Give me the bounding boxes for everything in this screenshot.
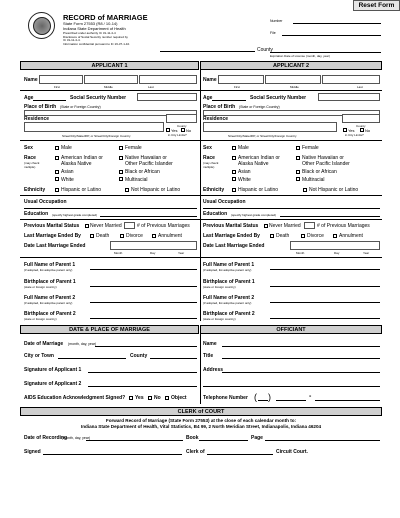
a1-occupation-input[interactable] [24, 208, 197, 209]
a2-prev-count-input[interactable] [304, 222, 315, 229]
a2-never-married-checkbox[interactable] [264, 224, 268, 228]
rule [20, 219, 382, 220]
a2-city-yes-checkbox[interactable] [343, 128, 347, 132]
a2-sex-label: Sex [203, 145, 212, 151]
a1-ethnicity-label: Ethnicity [24, 187, 46, 193]
phone-open-paren: ( [254, 392, 257, 402]
clerk-forward-line2: Indiana State Department of Health, Vital Statistics, B4 99, 2 North Meridian Street, Indianapolis, Indiana 46204 [80, 424, 322, 429]
a1-hispanic-checkbox[interactable] [55, 188, 59, 192]
phone-dash: - [309, 393, 312, 400]
a2-race-black-checkbox[interactable] [296, 170, 300, 174]
marriage-county-label: County [130, 353, 148, 359]
a2-education-hint: (specify highest grade completed) [231, 212, 277, 217]
a1-city-caption: in City Limits? [168, 133, 187, 137]
a2-race-label: Race [203, 155, 215, 161]
a1-parent1-birth-hint: (state or foreign country) [24, 285, 57, 289]
a1-year-caption: Year [178, 251, 185, 255]
a2-day-caption: Day [334, 251, 340, 255]
signature1-input[interactable] [88, 372, 197, 373]
a2-middle-caption: Middle [290, 85, 299, 89]
a2-birthplace-label: Place of Birth [203, 104, 236, 110]
clerk-of-input[interactable] [207, 454, 273, 455]
a1-prev-count-label: # of Previous Marriages [137, 223, 190, 229]
officiant-name-input[interactable] [222, 346, 380, 347]
county-header-label: County [257, 47, 273, 53]
confidential-note: Information confidential pursuant to IC 16-37-1-10. [63, 41, 131, 46]
officiant-address-label: Address [203, 367, 224, 373]
a1-female-checkbox[interactable] [119, 146, 123, 150]
a1-last-caption: Last [148, 85, 154, 89]
a2-race-nhpi-checkbox[interactable] [296, 156, 300, 160]
form-title: RECORD of MARRIAGE [63, 13, 148, 22]
a1-hispanic-label: Hispanic or Latino [61, 187, 102, 193]
a2-race-multi-label: Multiracial [302, 176, 325, 183]
a1-city-no-checkbox[interactable] [181, 128, 185, 132]
a1-birthplace-label: Place of Birth [24, 104, 57, 110]
a1-never-married-label: Never Married [90, 223, 122, 229]
a2-last-name-input[interactable] [322, 75, 380, 84]
a2-race-aian-label: American Indian or [238, 155, 280, 161]
signature2-input[interactable] [88, 386, 197, 387]
signed-label: Signed [24, 449, 41, 455]
a2-occupation-input[interactable] [203, 208, 380, 209]
a1-parent2-birth-hint: (state or foreign country) [24, 317, 57, 321]
a2-death-checkbox[interactable] [270, 234, 274, 238]
a2-parent1-name-input[interactable] [270, 269, 380, 270]
aids-label: AIDS Education Acknowledgment Signed? [24, 395, 126, 401]
reset-form-button[interactable]: Reset Form [353, 0, 400, 11]
a2-hispanic-label: Hispanic or Latino [238, 187, 279, 193]
a1-race-white-checkbox[interactable] [55, 177, 59, 181]
a1-street-caption: Street/City/State/ZIP, or Street/City/Foreign Country [62, 134, 131, 138]
a2-parent1-name-label: Full Name of Parent 1 [203, 262, 255, 268]
a2-race-white-label: White [238, 176, 251, 183]
a2-parent1-birth-label: Birthplace of Parent 1 [203, 279, 255, 285]
rule [20, 195, 382, 196]
a2-street-caption: Street/City/State/ZIP, or Street/City/Foreign Country [228, 134, 297, 138]
signature1-label: Signature of Applicant 1 [24, 367, 82, 373]
a2-parent2-birth-label: Birthplace of Parent 2 [203, 311, 255, 317]
a1-race-multi-checkbox[interactable] [119, 177, 123, 181]
a1-ssn-input[interactable] [137, 93, 197, 101]
a1-month-caption: Month [114, 251, 123, 255]
a1-last-name-input[interactable] [139, 75, 197, 84]
a2-parent2-hint: (if adopted, list adoptive parent only) [203, 301, 252, 305]
a1-parent2-name-input[interactable] [90, 302, 197, 303]
a2-never-married-label: Never Married [269, 223, 301, 229]
prescribed-note: Prescribed under authority IC 31-11-4-4 [63, 31, 116, 35]
a1-occupation-label: Usual Occupation [24, 199, 67, 205]
phone-area-input[interactable] [258, 400, 268, 401]
a2-ssn-label: Social Security Number [250, 95, 307, 101]
a2-prev-count-label: # of Previous Marriages [317, 223, 370, 229]
a2-age-label: Age [203, 95, 213, 101]
a1-county-input[interactable] [166, 114, 197, 123]
a1-race-nhpi-label-2: Other Pacific Islander [125, 161, 173, 167]
a1-residence-label: Residence [24, 116, 50, 122]
a1-divorce-checkbox[interactable] [120, 234, 124, 238]
a1-not-hispanic-checkbox[interactable] [125, 188, 129, 192]
a1-race-aian-label-2: Alaska Native [61, 161, 92, 167]
a1-race-multi-label: Multiracial [125, 176, 148, 183]
a1-race-black-label: Black or African [125, 169, 160, 175]
a1-parent1-name-label: Full Name of Parent 1 [24, 262, 76, 268]
book-input[interactable] [199, 440, 248, 441]
a2-name-label: Name [203, 77, 217, 83]
a1-city-yes-label: Yes [171, 127, 178, 133]
a1-race-black-checkbox[interactable] [119, 170, 123, 174]
a2-hispanic-checkbox[interactable] [232, 188, 236, 192]
a2-date-ended-label: Date Last Marriage Ended [203, 243, 265, 249]
a1-age-input[interactable] [33, 100, 66, 101]
a1-race-label: Race [24, 155, 36, 161]
a2-county-input[interactable] [342, 114, 380, 123]
a1-city-no-label: No [186, 127, 192, 133]
a1-race-aian-label: American Indian or [61, 155, 103, 161]
column-divider [200, 61, 201, 321]
marriage-city-input[interactable] [58, 358, 126, 359]
a1-first-name-input[interactable] [39, 75, 83, 84]
date-recording-label: Date of Recording [24, 435, 68, 441]
a2-first-name-input[interactable] [218, 75, 264, 84]
a1-birthplace-hint: (State or Foreign Country) [60, 105, 101, 109]
officiant-heading: OFFICIANT [200, 325, 382, 334]
a2-death-label: Death [276, 233, 290, 239]
a2-middle-name-input[interactable] [265, 75, 321, 84]
officiant-name-label: Name [203, 341, 217, 347]
a2-ethnicity-label: Ethnicity [203, 187, 225, 193]
signature2-label: Signature of Applicant 2 [24, 381, 82, 387]
circuit-court-label: Circuit Court. [276, 449, 308, 455]
officiant-title-label: Title [203, 353, 214, 359]
a2-female-checkbox[interactable] [296, 146, 300, 150]
a2-prev-status-label: Previous Marital Status [203, 223, 259, 229]
a2-parent2-birth-hint: (state or foreign country) [203, 317, 236, 321]
a2-race-aian-checkbox[interactable] [232, 156, 236, 160]
applicant1-heading: APPLICANT 1 [20, 61, 199, 70]
a1-not-hispanic-label: Not Hispanic or Latino [131, 187, 181, 193]
a1-sex-label: Sex [24, 145, 33, 151]
a1-age-label: Age [24, 95, 34, 101]
a2-month-caption: Month [296, 251, 305, 255]
a1-never-married-checkbox[interactable] [85, 224, 89, 228]
page-input[interactable] [265, 440, 380, 441]
a1-annulment-label: Annulment [158, 233, 182, 239]
a2-education-label: Education [203, 211, 228, 217]
officiant-title-input[interactable] [222, 358, 380, 359]
a1-female-label: Female [125, 145, 142, 151]
a1-last-ended-label: Last Marriage Ended By [24, 233, 81, 239]
county-header-line[interactable] [160, 51, 255, 52]
a1-ssn-label: Social Security Number [70, 95, 127, 101]
a2-race-hint: (may check multiple) [203, 161, 219, 169]
a1-first-caption: First [54, 85, 60, 89]
a2-date-ended-input[interactable] [290, 241, 380, 250]
a2-divorce-label: Divorce [307, 233, 324, 239]
a2-race-nhpi-label-2: Other Pacific Islander [302, 161, 350, 167]
applicant2-heading: APPLICANT 2 [200, 61, 382, 70]
a1-race-white-label: White [61, 176, 74, 183]
a1-day-caption: Day [150, 251, 156, 255]
a1-prev-status-label: Previous Marital Status [24, 223, 80, 229]
a2-not-hispanic-label: Not Hispanic or Latino [309, 187, 359, 193]
number-label: Number [270, 19, 283, 23]
a2-education-input[interactable] [280, 216, 380, 217]
a1-name-label: Name [24, 77, 38, 83]
a2-race-aian-label-2: Alaska Native [238, 161, 269, 167]
a2-female-label: Female [302, 145, 319, 151]
aids-object-label: Object [171, 395, 187, 401]
a2-race-nhpi-label: Native Hawaiian or [302, 155, 344, 161]
a2-year-caption: Year [363, 251, 370, 255]
a1-race-aian-checkbox[interactable] [55, 156, 59, 160]
a1-male-checkbox[interactable] [55, 146, 59, 150]
a2-annulment-label: Annulment [339, 233, 363, 239]
expiration-field[interactable] [270, 52, 381, 53]
a2-race-asian-checkbox[interactable] [232, 170, 236, 174]
a1-parent1-name-input[interactable] [90, 269, 197, 270]
state-seal-icon [28, 12, 55, 39]
a1-male-label: Male [61, 145, 72, 151]
a1-county-caption: County [177, 123, 187, 128]
a2-residence-label: Residence [203, 116, 229, 122]
agency-name: Indiana State Department of Health [63, 26, 126, 31]
rule [20, 257, 382, 258]
a1-residence-input[interactable] [24, 122, 164, 132]
a1-middle-name-input[interactable] [84, 75, 138, 84]
clerk-forward-line1: Forward Record of Marriage (State Form 27553) at the close of each calendar month to: [105, 418, 297, 423]
a1-middle-caption: Middle [104, 85, 113, 89]
page-label: Page [251, 435, 263, 441]
a1-education-label: Education [24, 211, 49, 217]
a1-divorce-label: Divorce [126, 233, 143, 239]
a1-education-input[interactable] [100, 216, 197, 217]
date-recording-hint: (month, day, year) [62, 436, 91, 440]
file-label: File [270, 31, 276, 35]
a1-parent2-name-label: Full Name of Parent 2 [24, 295, 76, 301]
a2-not-hispanic-checkbox[interactable] [303, 188, 307, 192]
signed-input[interactable] [43, 454, 182, 455]
a2-race-asian-label: Asian [238, 169, 251, 175]
a1-parent1-birth-label: Birthplace of Parent 1 [24, 279, 76, 285]
phone-line-input[interactable] [315, 400, 380, 401]
a2-parent1-birth-input[interactable] [270, 286, 380, 287]
aids-yes-checkbox[interactable] [129, 396, 133, 400]
a2-first-caption: First [234, 85, 240, 89]
rule [20, 140, 382, 141]
a1-parent2-birth-input[interactable] [90, 318, 197, 319]
a2-last-ended-label: Last Marriage Ended By [203, 233, 260, 239]
clerk-heading: CLERK of COURT [20, 407, 382, 416]
file-field[interactable] [282, 35, 381, 36]
a2-parent2-name-input[interactable] [270, 302, 380, 303]
a2-city-caption: in City Limits? [345, 133, 364, 137]
a2-parent2-name-label: Full Name of Parent 2 [203, 295, 255, 301]
marriage-date-label: Date of Marriage [24, 341, 64, 347]
a2-county-caption: County [356, 123, 366, 128]
a1-annulment-checkbox[interactable] [152, 234, 156, 238]
a2-ssn-input[interactable] [318, 93, 380, 101]
expiration-label: Expiration Date of License (month, day, year) [270, 54, 330, 58]
column-divider-2 [200, 325, 201, 404]
a2-male-checkbox[interactable] [232, 146, 236, 150]
a1-race-nhpi-checkbox[interactable] [119, 156, 123, 160]
a1-parent1-birth-input[interactable] [90, 286, 197, 287]
officiant-address-input-2[interactable] [203, 386, 380, 387]
a2-parent1-hint: (if adopted, list adoptive parent only) [203, 268, 252, 272]
a1-race-nhpi-label: Native Hawaiian or [125, 155, 167, 161]
a1-race-asian-label: Asian [61, 169, 74, 175]
a2-residence-input[interactable] [203, 122, 337, 132]
a1-death-checkbox[interactable] [90, 234, 94, 238]
a1-prev-count-input[interactable] [124, 222, 135, 229]
a1-race-hint: (may check multiple) [24, 161, 40, 169]
a2-race-multi-checkbox[interactable] [296, 177, 300, 181]
marriage-city-label: City or Town [24, 353, 54, 359]
officiant-address-input[interactable] [222, 372, 380, 373]
aids-no-label: No [154, 395, 161, 401]
aids-object-checkbox[interactable] [165, 396, 169, 400]
officiant-phone-label: Telephone Number [203, 395, 248, 401]
a2-birthplace-hint: (State or Foreign Country) [239, 105, 280, 109]
a2-city-yes-label: Yes [348, 127, 355, 133]
a1-education-hint: (specify highest grade completed) [52, 212, 98, 217]
a1-parent2-hint: (if adopted, list adoptive parent only) [24, 301, 73, 305]
a2-annulment-checkbox[interactable] [333, 234, 337, 238]
a2-male-label: Male [238, 145, 249, 151]
a1-parent2-birth-label: Birthplace of Parent 2 [24, 311, 76, 317]
phone-prefix-input[interactable] [276, 400, 306, 401]
a2-race-white-checkbox[interactable] [232, 177, 236, 181]
a2-last-caption: Last [357, 85, 363, 89]
a2-age-input[interactable] [212, 100, 246, 101]
a2-occupation-label: Usual Occupation [203, 199, 246, 205]
phone-close-paren: ) [268, 392, 271, 402]
a2-city-no-checkbox[interactable] [360, 128, 364, 132]
number-field[interactable] [293, 23, 381, 24]
aids-no-checkbox[interactable] [148, 396, 152, 400]
book-label: Book [186, 435, 199, 441]
marriage-county-input[interactable] [150, 358, 197, 359]
disclosure-note: Disclosure of Social Security number required by [63, 34, 128, 39]
date-recording-input[interactable] [86, 440, 183, 441]
a1-race-asian-checkbox[interactable] [55, 170, 59, 174]
aids-yes-label: Yes [135, 395, 144, 401]
marriage-date-input[interactable] [95, 346, 197, 347]
a2-parent2-birth-input[interactable] [270, 318, 380, 319]
clerk-of-label: Clerk of [186, 449, 205, 455]
a1-date-ended-label: Date Last Marriage Ended [24, 243, 86, 249]
rule [20, 90, 382, 91]
a1-death-label: Death [96, 233, 110, 239]
a1-city-yes-checkbox[interactable] [166, 128, 170, 132]
a1-date-ended-input[interactable] [110, 241, 197, 250]
a1-parent1-hint: (if adopted, list adoptive parent only) [24, 268, 73, 272]
form-number: State Form 27553 (R8 / 10-14) [63, 21, 118, 26]
disclosure-note-2: IC 31-11-4-4. [63, 38, 81, 42]
a2-divorce-checkbox[interactable] [301, 234, 305, 238]
a2-parent1-birth-hint: (state or foreign country) [203, 285, 236, 289]
a2-city-no-label: No [365, 127, 371, 133]
a2-race-black-label: Black or African [302, 169, 337, 175]
marriage-heading: DATE & PLACE OF MARRIAGE [20, 325, 199, 334]
marriage-date-hint: (month, day, year) [68, 342, 97, 346]
